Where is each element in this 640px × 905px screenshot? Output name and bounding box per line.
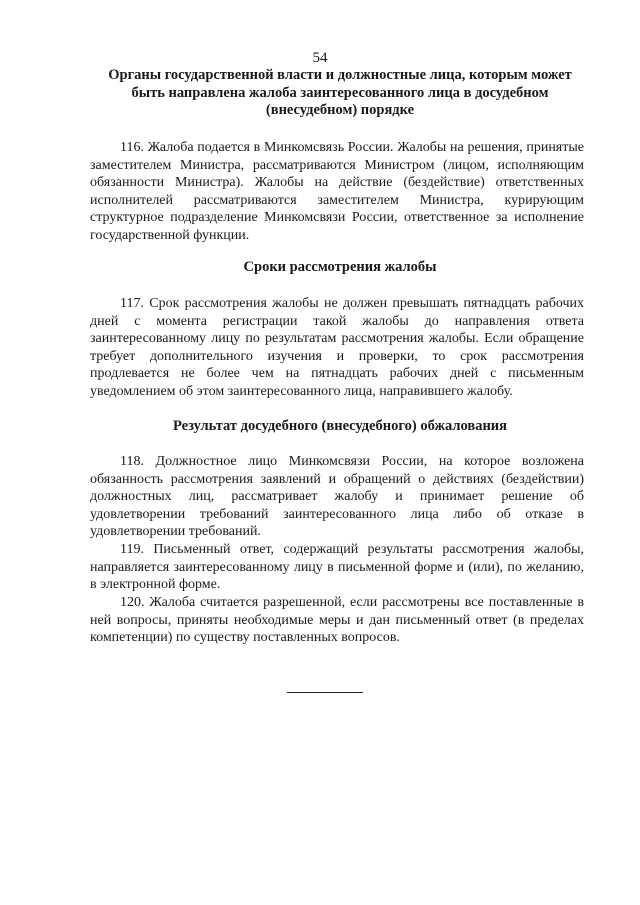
section-heading-review-period: Сроки рассмотрения жалобы [243,259,437,275]
section-heading-authorities: Органы государственной власти и должностные лица, которым может быть направлена жалоба заинтересованного лица в досудебном (внесудебном) порядке [108,67,572,118]
paragraph-118: 118. Должностное лицо Минкомсвязи России, на которое возложена обязанность рассмотрения заявлений и обращений о действиях (бездействии) должностных лиц, рассматривает жалобу и принимает решение об удовлетворении требований заинтересованного лица либо об отказе в удовлетворении требований. [90,454,584,539]
end-of-document-rule [287,692,363,693]
paragraph-120: 120. Жалоба считается разрешенной, если рассмотрены все поставленные в ней вопросы, приняты необходимые меры и дан письменный ответ (в пределах компетенции) по существу поставленных вопросов. [90,595,584,645]
paragraph-119: 119. Письменный ответ, содержащий результаты рассмотрения жалобы, направляется заинтересованному лицу в письменной форме и (или), по желанию, в электронной форме. [90,542,584,592]
page-number: 54 [312,50,328,66]
paragraph-117: 117. Срок рассмотрения жалобы не должен превышать пятнадцать рабочих дней с момента регистрации такой жалобы до направления ответа заинтересованному лицу по результатам рассмотрения жалобы. Если обращение требует дополнительного изучения и проверки, то срок рассмотрения продлевается не более чем на пятнадцать рабочих дней с письменным уведомлением об этом заинтересованного лица, направившего жалобу. [90,296,584,399]
paragraph-116: 116. Жалоба подается в Минкомсвязь России. Жалобы на решения, принятые заместителем Министра, рассматриваются Министром (лицом, исполняющим обязанности Министра). Жалобы на действие (бездействие) ответственных исполнителей рассматриваются заместителем Министра, курирующим структурное подразделение Минкомсвязи России, ответственное за исполнение государственной функции. [90,140,584,243]
section-heading-appeal-result: Результат досудебного (внесудебного) обжалования [172,418,508,434]
